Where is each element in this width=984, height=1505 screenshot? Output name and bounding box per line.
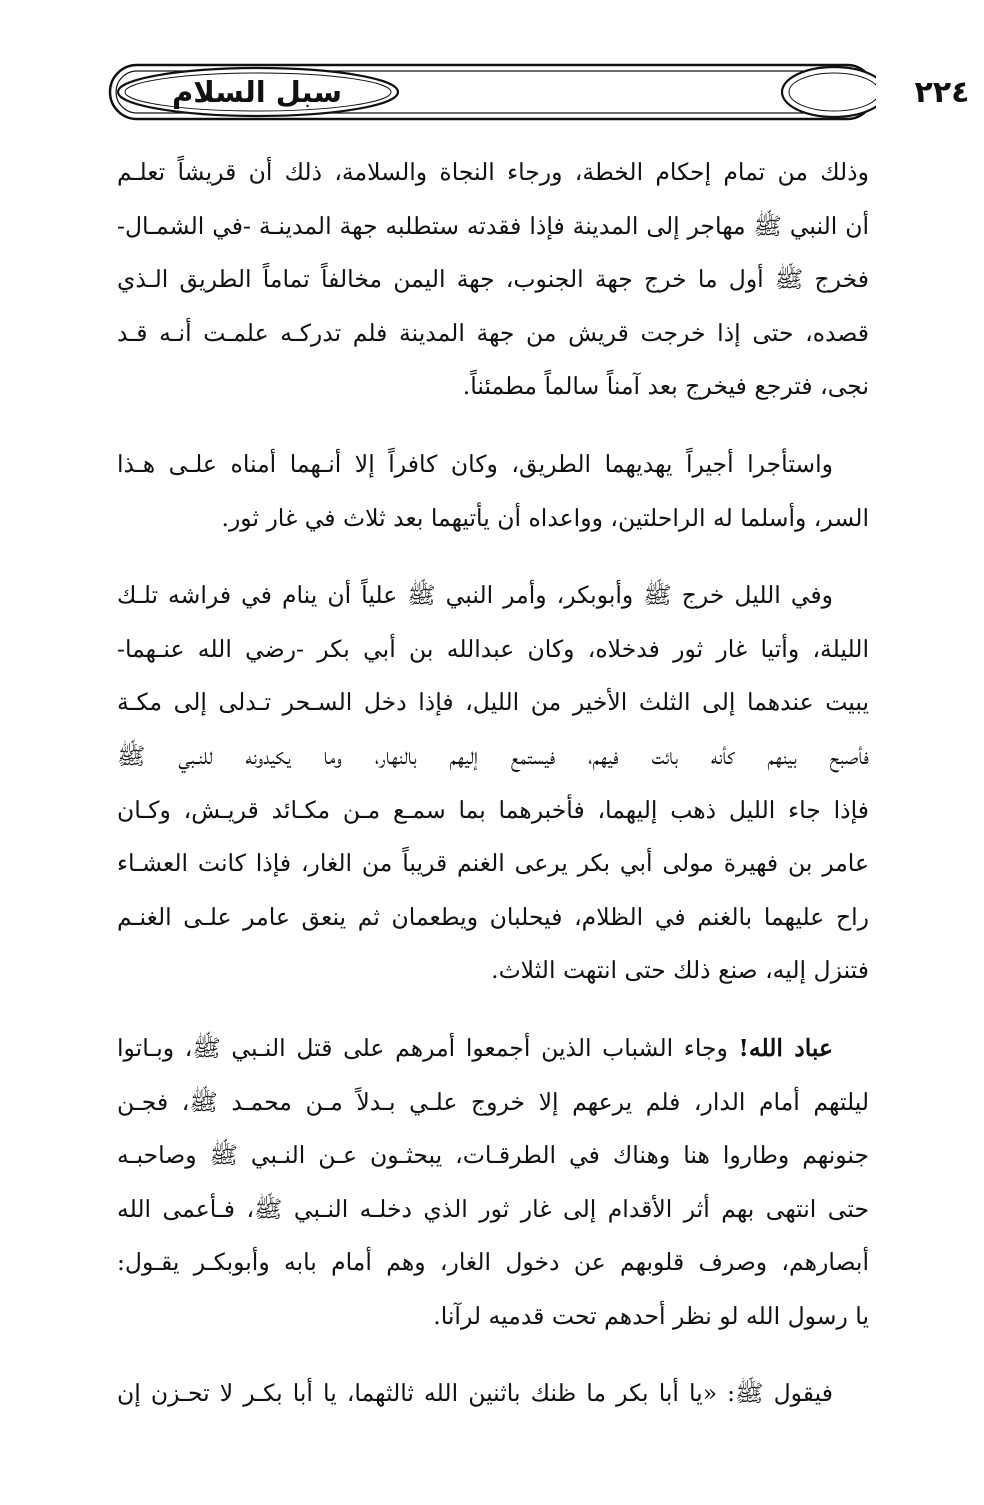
page-body xyxy=(117,146,869,1445)
page-number: ٢٢٤ xyxy=(914,74,970,110)
text-line: وذلك من تمام إحكام الخطة، ورجاء النجاة والسلامة، ذلك أن قريشاً تعلـم xyxy=(117,158,869,186)
text-line: فتنزل إليه، صنع ذلك حتى انتهت الثلاث. xyxy=(491,956,869,985)
text-line: وفي الليل خرج ﷺ وأبوبكر، وأمر النبي ﷺ علياً أن ينام في فراشه تلـك xyxy=(117,581,833,610)
text-line: يا رسول الله لو نظر أحدهم تحت قدميه لرآنا. xyxy=(433,1301,869,1330)
text-line: فأصبح بينهم كأنه بائت فيهم، فيستمع إليهم بالنهار، وما يكيدونه للنـبي ﷺ xyxy=(117,741,869,770)
text-line: يبيت عندهما إلى الثلث الأخير من الليل، فإذا دخل السـحر تـدلى إلى مكـة xyxy=(117,688,869,717)
paragraph-1 xyxy=(117,146,869,414)
book-title: سبل السلام xyxy=(172,75,342,109)
text-line: واستأجرا أجيراً يهديهما الطريق، وكان كافراً إلا أنـهما أمناه علـى هـذا xyxy=(117,449,833,478)
page-header xyxy=(108,62,970,124)
text-span: وجاء الشباب الذين أجمعوا أمرهم على قتل النـبي ﷺ، وبـاتوا xyxy=(117,1033,739,1062)
text-line: أبصارهم، وصرف قلوبهم عن دخول الغار، وهم أمام بابه وأبوبكـر يقـول: xyxy=(117,1248,869,1277)
text-line: السر، وأسلما له الراحلتين، وواعداه أن يأتيهما بعد ثلاث في غار ثور. xyxy=(221,503,869,532)
text-line: نجى، فترجع فيخرج بعد آمناً سالماً مطمئناً. xyxy=(462,372,869,401)
text-line: الليلة، وأتيا غار ثور فدخلاه، وكان عبدالله بن أبي بكر -رضي الله عنـهما- xyxy=(117,634,869,663)
text-line: حتى انتهى بهم أثر الأقدام إلى غار ثور الذي دخلـه النـبي ﷺ، فـأعمى الله xyxy=(117,1194,869,1223)
paragraph-3 xyxy=(117,569,869,998)
text-line: ليلتهم أمام الدار، فلم يرعهم إلا خروج علـي بـدلاً مـن محمـد ﷺ، فجـن xyxy=(117,1087,869,1116)
text-line: جنونهم وطاروا هنا وهناك في الطرقـات، يبحثـون عـن النـبي ﷺ وصاحبـه xyxy=(117,1141,869,1170)
text-line: عامر بن فهيرة مولى أبي بكر يرعى الغنم قريباً من الغار، فإذا كانت العشـاء xyxy=(117,849,869,878)
paragraph-5 xyxy=(117,1367,869,1421)
text-line: راح عليهما بالغنم في الظلام، فيحلبان ويطعمان ثم ينعق عامر علـى الغنـم xyxy=(117,902,869,931)
text-line: فخرج ﷺ أول ما خرج جهة الجنوب، جهة اليمن مخالفاً تماماً الطريق الـذي xyxy=(117,265,869,294)
text-line: أن النبي ﷺ مهاجر إلى المدينة فإذا فقدته ستطلبه جهة المدينـة -في الشمـال- xyxy=(117,211,869,240)
paragraph-4 xyxy=(117,1022,869,1344)
text-line: فإذا جاء الليل ذهب إليهما، فأخبرهما بما سمـع مـن مكـائد قريـش، وكـان xyxy=(117,795,869,824)
text-line xyxy=(117,1022,869,1076)
text-line: فيقول ﷺ: «يا أبا بكر ما ظنك باثنين الله ثالثهما، يا أبا بكـر لا تحـزن إن xyxy=(117,1379,833,1408)
section-lead: عباد الله! xyxy=(738,1033,833,1062)
text-line: قصده، حتى إذا خرجت قريش من جهة المدينة فلم تدركـه علمـت أنـه قـد xyxy=(117,318,869,347)
paragraph-2 xyxy=(117,438,869,545)
